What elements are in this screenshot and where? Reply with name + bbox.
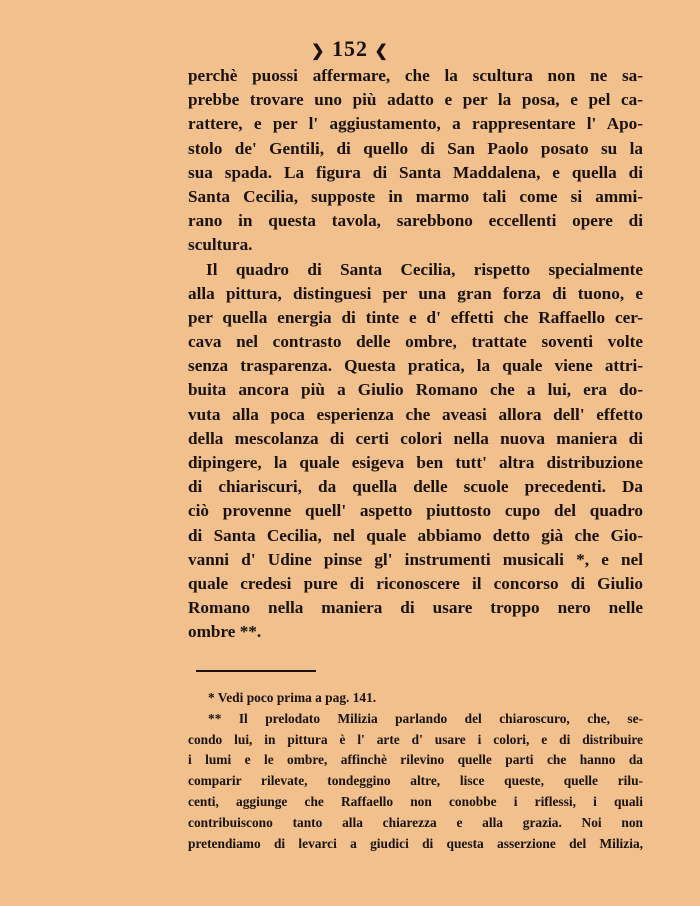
text-line: della mescolanza di certi colori nella nuova maniera di [188, 428, 643, 448]
footnote-line: contribuiscono tanto alla chiarezza e alla grazia. Noi non [188, 814, 643, 830]
footnote-line: i lumi e le ombre, affinchè rilevino quelle parti che hanno da [188, 752, 643, 768]
text-line: dipingere, la quale esigeva ben tutt' altra distribuzione [188, 453, 643, 472]
left-ornament: ❯ [311, 42, 326, 60]
footnote-line: * Vedi poco prima a pag. 141. [208, 690, 377, 705]
text-line: di chiariscuri, da quella delle scuole precedenti. Da [188, 477, 643, 497]
text-line: per quella energia di tinte e d' effetti che Raffaello cer- [188, 307, 643, 327]
text-line: prebbe trovare uno più adatto e per la posa, e pel ca- [188, 90, 643, 110]
main-text [188, 64, 643, 645]
footnote-separator [196, 670, 316, 672]
text-line: di Santa Cecilia, nel quale abbiamo detto già che Gio- [188, 525, 643, 545]
text-line: rano in questa tavola, sarebbono eccellenti opere di [188, 211, 643, 231]
text-line: scultura. [188, 235, 253, 255]
text-line: Santa Cecilia, supposte in marmo tali come si ammi- [188, 186, 643, 206]
footnote-line: comparir rilevate, tondeggino altre, lisce queste, quelle rilu- [188, 773, 643, 789]
text-line: quale credesi pure di riconoscere il concorso di Giulio [188, 573, 643, 593]
text-line: sua spada. La figura di Santa Maddalena, e quella di [188, 162, 643, 182]
text-line: vanni d' Udine pinse gl' instrumenti musicali *, e nel [188, 549, 643, 569]
right-ornament: ❮ [374, 42, 389, 60]
text-line: perchè puossi affermare, che la scultura non ne sa- [188, 66, 643, 85]
footnote-line: condo lui, in pittura è l' arte d' usare i colori, e di distribuire [188, 731, 643, 747]
text-line: alla pittura, distinguesi per una gran forza di tuono, e [188, 283, 643, 303]
text-line: cava nel contrasto delle ombre, trattate soventi volte [188, 332, 643, 352]
footnote-line: centi, aggiunge che Raffaello non conobbe i riflessi, i quali [188, 793, 643, 809]
text-line: vuta alla poca esperienza che aveasi allora dell' effetto [188, 404, 643, 424]
footnotes [188, 688, 643, 854]
page-header [0, 36, 700, 62]
text-line: Il quadro di Santa Cecilia, rispetto specialmente [206, 259, 643, 279]
text-line: ombre **. [188, 622, 262, 642]
text-line: Romano nella maniera di usare troppo nero nelle [188, 598, 643, 618]
text-line: senza trasparenza. Questa pratica, la quale viene attri- [188, 356, 643, 376]
footnote-line: pretendiamo di levarci a giudici di questa asserzione del Milizia, [188, 835, 643, 851]
text-line: stolo de' Gentili, di quello di San Paolo posato su la [188, 138, 643, 158]
text-line: rattere, e per l' aggiustamento, a rappresentare l' Apo- [188, 114, 643, 134]
footnote-line: ** Il prelodato Milizia parlando del chiaroscuro, che, se- [208, 710, 643, 726]
page-number: 152 [332, 36, 368, 61]
text-line: buita ancora più a Giulio Romano che a lui, era do- [188, 380, 643, 400]
text-line: ciò provenne quell' aspetto piuttosto cupo del quadro [188, 501, 643, 521]
